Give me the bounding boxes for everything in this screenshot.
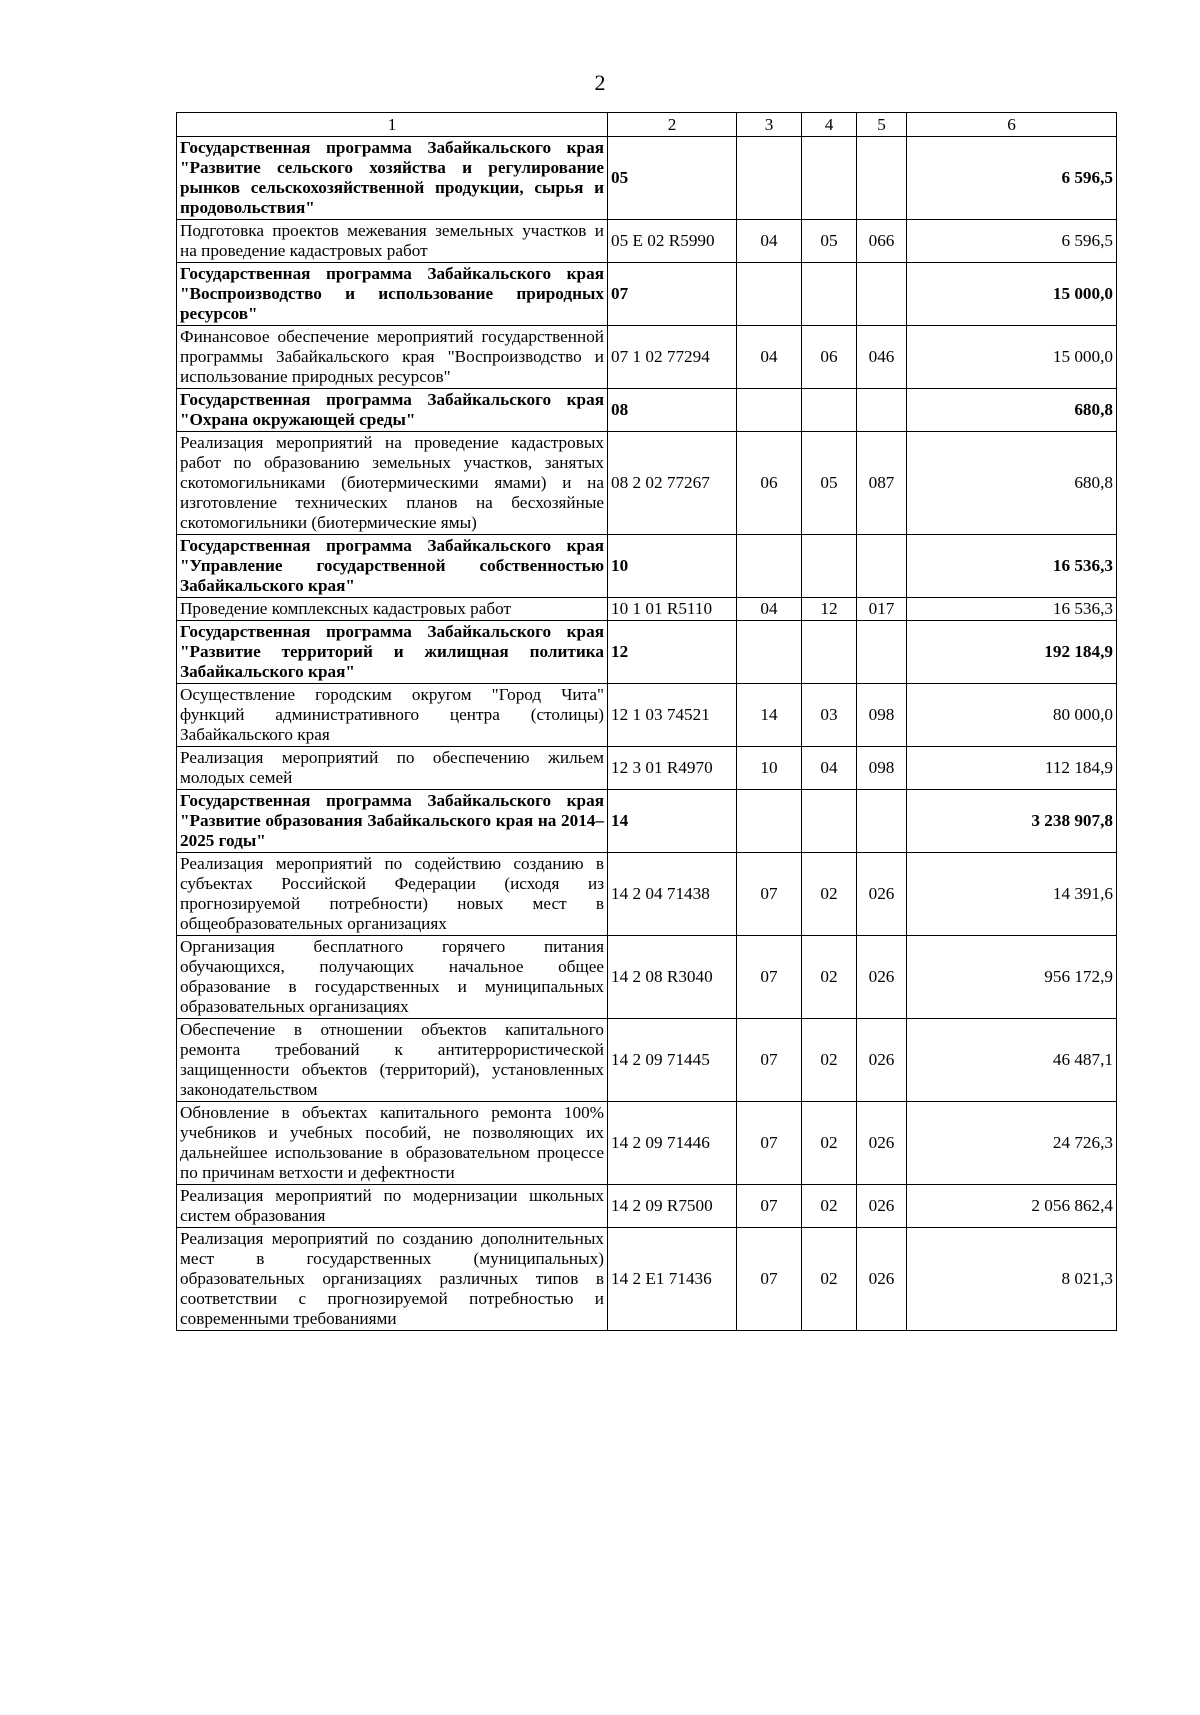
row-col-4: 02 bbox=[802, 1185, 857, 1228]
row-name: Проведение комплексных кадастровых работ bbox=[177, 598, 608, 621]
row-col-4: 05 bbox=[802, 220, 857, 263]
row-sum: 16 536,3 bbox=[907, 598, 1117, 621]
row-code: 14 2 09 R7500 bbox=[608, 1185, 737, 1228]
row-col-5 bbox=[857, 621, 907, 684]
row-name: Осуществление городским округом "Город Чита" функций административного центра (столицы) Забайкальского края bbox=[177, 684, 608, 747]
row-code: 08 bbox=[608, 389, 737, 432]
table-row-program bbox=[177, 389, 1117, 432]
row-code: 07 bbox=[608, 263, 737, 326]
row-name: Государственная программа Забайкальского края "Охрана окружающей среды" bbox=[177, 389, 608, 432]
row-name: Государственная программа Забайкальского края "Развитие образования Забайкальского края на 2014–2025 годы" bbox=[177, 790, 608, 853]
row-sum: 112 184,9 bbox=[907, 747, 1117, 790]
row-name: Государственная программа Забайкальского края "Воспроизводство и использование природных ресурсов" bbox=[177, 263, 608, 326]
row-col-5: 026 bbox=[857, 853, 907, 936]
row-sum: 956 172,9 bbox=[907, 936, 1117, 1019]
row-col-3: 04 bbox=[737, 220, 802, 263]
row-code: 10 bbox=[608, 535, 737, 598]
row-col-3: 07 bbox=[737, 1228, 802, 1331]
row-sum: 16 536,3 bbox=[907, 535, 1117, 598]
row-col-3: 07 bbox=[737, 1102, 802, 1185]
row-col-5: 098 bbox=[857, 747, 907, 790]
row-col-4: 02 bbox=[802, 936, 857, 1019]
table-row bbox=[177, 432, 1117, 535]
row-sum: 14 391,6 bbox=[907, 853, 1117, 936]
row-col-4: 05 bbox=[802, 432, 857, 535]
row-col-3: 14 bbox=[737, 684, 802, 747]
row-col-3 bbox=[737, 535, 802, 598]
row-name: Подготовка проектов межевания земельных участков и на проведение кадастровых работ bbox=[177, 220, 608, 263]
row-code: 14 2 08 R3040 bbox=[608, 936, 737, 1019]
row-col-4: 06 bbox=[802, 326, 857, 389]
row-col-4 bbox=[802, 389, 857, 432]
header-col-3: 3 bbox=[737, 113, 802, 137]
row-col-4 bbox=[802, 137, 857, 220]
table-row bbox=[177, 747, 1117, 790]
row-col-5: 026 bbox=[857, 1019, 907, 1102]
row-col-3 bbox=[737, 790, 802, 853]
row-name: Реализация мероприятий по модернизации школьных систем образования bbox=[177, 1185, 608, 1228]
row-col-4 bbox=[802, 790, 857, 853]
table-row bbox=[177, 684, 1117, 747]
row-col-4: 02 bbox=[802, 853, 857, 936]
table-row bbox=[177, 853, 1117, 936]
table-header bbox=[177, 113, 1117, 137]
row-sum: 80 000,0 bbox=[907, 684, 1117, 747]
table-row-program bbox=[177, 535, 1117, 598]
row-name: Государственная программа Забайкальского края "Развитие территорий и жилищная политика Забайкальского края" bbox=[177, 621, 608, 684]
row-col-5 bbox=[857, 535, 907, 598]
row-col-3 bbox=[737, 389, 802, 432]
row-col-3 bbox=[737, 263, 802, 326]
row-sum: 15 000,0 bbox=[907, 326, 1117, 389]
header-col-1: 1 bbox=[177, 113, 608, 137]
header-col-5: 5 bbox=[857, 113, 907, 137]
row-name: Обеспечение в отношении объектов капитального ремонта требований к антитеррористической защищенности объектов (территорий), установленных законодательством bbox=[177, 1019, 608, 1102]
row-code: 12 bbox=[608, 621, 737, 684]
row-col-5: 066 bbox=[857, 220, 907, 263]
table-row bbox=[177, 1185, 1117, 1228]
row-name: Реализация мероприятий по созданию дополнительных мест в государственных (муниципальных) образовательных организациях различных типов в соответствии с прогнозируемой потребностью и современными требованиями bbox=[177, 1228, 608, 1331]
table-row-program bbox=[177, 263, 1117, 326]
table-row bbox=[177, 598, 1117, 621]
row-sum: 6 596,5 bbox=[907, 137, 1117, 220]
row-sum: 24 726,3 bbox=[907, 1102, 1117, 1185]
table-row-program bbox=[177, 621, 1117, 684]
row-name: Реализация мероприятий на проведение кадастровых работ по образованию земельных участков, занятых скотомогильниками (биотермическими ямами) и на изготовление технических планов на бесхозяйные скотомогильники (биотермические ямы) bbox=[177, 432, 608, 535]
row-code: 14 2 04 71438 bbox=[608, 853, 737, 936]
row-code: 14 2 Е1 71436 bbox=[608, 1228, 737, 1331]
row-col-3: 06 bbox=[737, 432, 802, 535]
row-col-4 bbox=[802, 535, 857, 598]
row-name: Реализация мероприятий по обеспечению жильем молодых семей bbox=[177, 747, 608, 790]
row-col-3 bbox=[737, 137, 802, 220]
row-col-3: 07 bbox=[737, 1185, 802, 1228]
row-sum: 192 184,9 bbox=[907, 621, 1117, 684]
row-col-5: 017 bbox=[857, 598, 907, 621]
row-col-3: 10 bbox=[737, 747, 802, 790]
row-name: Обновление в объектах капитального ремонта 100% учебников и учебных пособий, не позволяющих их дальнейшее использование в образовательном процессе по причинам ветхости и дефектности bbox=[177, 1102, 608, 1185]
row-name: Финансовое обеспечение мероприятий государственной программы Забайкальского края "Воспроизводство и использование природных ресурсов" bbox=[177, 326, 608, 389]
row-col-4: 03 bbox=[802, 684, 857, 747]
row-sum: 8 021,3 bbox=[907, 1228, 1117, 1331]
row-col-4: 02 bbox=[802, 1228, 857, 1331]
row-code: 05 bbox=[608, 137, 737, 220]
row-col-4: 02 bbox=[802, 1102, 857, 1185]
row-col-5 bbox=[857, 389, 907, 432]
table-row bbox=[177, 220, 1117, 263]
row-sum: 3 238 907,8 bbox=[907, 790, 1117, 853]
row-col-5: 046 bbox=[857, 326, 907, 389]
row-sum: 680,8 bbox=[907, 432, 1117, 535]
table-body bbox=[177, 137, 1117, 1331]
table-row-program bbox=[177, 790, 1117, 853]
row-col-5: 026 bbox=[857, 1228, 907, 1331]
table-row bbox=[177, 1228, 1117, 1331]
row-col-5 bbox=[857, 263, 907, 326]
row-col-5: 026 bbox=[857, 1102, 907, 1185]
row-col-3: 04 bbox=[737, 598, 802, 621]
budget-table bbox=[176, 112, 1117, 1331]
table-row bbox=[177, 936, 1117, 1019]
page-number: 2 bbox=[594, 70, 606, 95]
row-sum: 2 056 862,4 bbox=[907, 1185, 1117, 1228]
row-code: 14 2 09 71446 bbox=[608, 1102, 737, 1185]
row-code: 14 bbox=[608, 790, 737, 853]
row-col-4 bbox=[802, 621, 857, 684]
row-col-5 bbox=[857, 137, 907, 220]
row-col-3: 07 bbox=[737, 936, 802, 1019]
row-col-3: 07 bbox=[737, 853, 802, 936]
row-code: 05 Е 02 R5990 bbox=[608, 220, 737, 263]
row-col-4 bbox=[802, 263, 857, 326]
row-col-3: 04 bbox=[737, 326, 802, 389]
table-row-program bbox=[177, 137, 1117, 220]
row-sum: 15 000,0 bbox=[907, 263, 1117, 326]
row-col-5: 098 bbox=[857, 684, 907, 747]
row-col-3: 07 bbox=[737, 1019, 802, 1102]
row-sum: 46 487,1 bbox=[907, 1019, 1117, 1102]
row-col-4: 02 bbox=[802, 1019, 857, 1102]
row-sum: 6 596,5 bbox=[907, 220, 1117, 263]
row-col-5: 087 bbox=[857, 432, 907, 535]
row-code: 14 2 09 71445 bbox=[608, 1019, 737, 1102]
row-code: 12 1 03 74521 bbox=[608, 684, 737, 747]
header-row bbox=[177, 113, 1117, 137]
row-name: Реализация мероприятий по содействию созданию в субъектах Российской Федерации (исходя из прогнозируемой потребности) новых мест в общеобразовательных организациях bbox=[177, 853, 608, 936]
table-row bbox=[177, 1102, 1117, 1185]
row-col-5 bbox=[857, 790, 907, 853]
header-col-6: 6 bbox=[907, 113, 1117, 137]
table-row bbox=[177, 326, 1117, 389]
header-col-4: 4 bbox=[802, 113, 857, 137]
row-name: Государственная программа Забайкальского края "Управление государственной собственностью Забайкальского края" bbox=[177, 535, 608, 598]
row-code: 08 2 02 77267 bbox=[608, 432, 737, 535]
row-code: 10 1 01 R5110 bbox=[608, 598, 737, 621]
row-code: 12 3 01 R4970 bbox=[608, 747, 737, 790]
row-col-5: 026 bbox=[857, 936, 907, 1019]
row-name: Государственная программа Забайкальского края "Развитие сельского хозяйства и регулирование рынков сельскохозяйственной продукции, сырья и продовольствия" bbox=[177, 137, 608, 220]
row-col-4: 12 bbox=[802, 598, 857, 621]
table-row bbox=[177, 1019, 1117, 1102]
row-sum: 680,8 bbox=[907, 389, 1117, 432]
row-name: Организация бесплатного горячего питания обучающихся, получающих начальное общее образование в государственных и муниципальных образовательных организациях bbox=[177, 936, 608, 1019]
row-code: 07 1 02 77294 bbox=[608, 326, 737, 389]
row-col-5: 026 bbox=[857, 1185, 907, 1228]
row-col-3 bbox=[737, 621, 802, 684]
header-col-2: 2 bbox=[608, 113, 737, 137]
row-col-4: 04 bbox=[802, 747, 857, 790]
